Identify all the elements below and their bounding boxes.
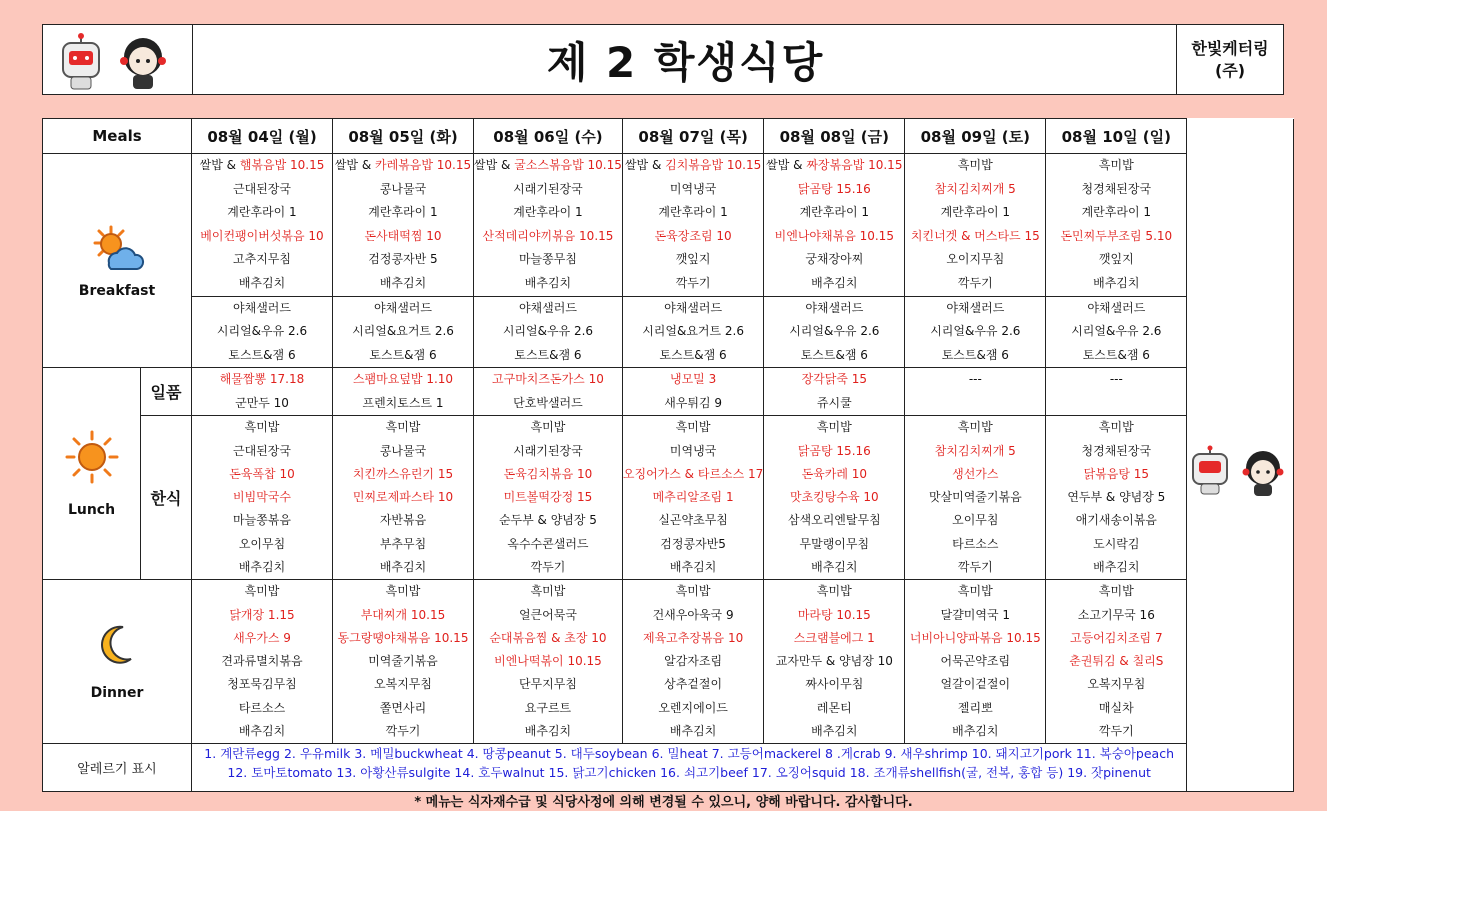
- menu-item: 시래기된장국: [513, 181, 583, 196]
- breakfast-main-items: [905, 154, 1045, 296]
- menu-items: [1046, 416, 1186, 579]
- menu-items: [764, 368, 904, 415]
- menu-item: 어묵곤약조림: [940, 654, 1011, 669]
- menu-item: 흑미밥: [530, 584, 566, 599]
- menu-item: 단무지무침: [518, 677, 577, 692]
- menu-items: [333, 580, 473, 743]
- menu-item: 돈육카레 10: [801, 466, 868, 481]
- menu-item: 레몬티: [816, 700, 852, 715]
- menu-cell: [622, 368, 763, 416]
- menu-item: 흑미밥: [1098, 158, 1134, 172]
- menu-cell: [192, 368, 333, 416]
- day-header: 08월 09일 (토): [905, 119, 1046, 154]
- menu-item: 야채샐러드: [946, 300, 1005, 315]
- caterer-line2: (주): [1214, 60, 1246, 80]
- menu-item: 교자만두 & 양념장 10: [775, 654, 893, 669]
- menu-item: 흑미밥: [816, 584, 852, 599]
- notice-text: * 메뉴는 식자재수급 및 식당사정에 의해 변경될 수 있으니, 양해 바랍니다. 감사합니다.: [414, 795, 913, 810]
- menu-item: 미역줄기볶음: [368, 654, 438, 669]
- menu-cell: [474, 416, 623, 580]
- menu-item: 치킨까스유린기 15: [352, 466, 454, 481]
- menu-item: 도시락김: [1093, 536, 1140, 551]
- menu-item: 배추김치: [669, 560, 717, 575]
- menu-item: 깍두기: [957, 560, 993, 575]
- menu-item: 타르소스: [952, 536, 999, 551]
- menu-item: 비엔나야채볶음 10.15: [774, 228, 894, 243]
- menu-item: 배추김치: [379, 275, 427, 290]
- menu-cell: [905, 154, 1046, 368]
- menu-item: 자반볶음: [379, 513, 427, 528]
- menu-item: 계란후라이 1: [940, 205, 1011, 220]
- lunch-korean-label: 한식: [141, 416, 192, 580]
- day-header: 08월 06일 (수): [474, 119, 623, 154]
- breakfast-label: Breakfast: [78, 282, 156, 299]
- menu-item: 토스트&잼 6: [1082, 347, 1150, 362]
- header-blank: [1187, 119, 1294, 154]
- menu-item: 토스트&잼 6: [228, 347, 296, 362]
- menu-item: 돈육김치볶음 10: [503, 466, 593, 481]
- menu-item: 견과류멸치볶음: [221, 654, 303, 669]
- menu-item: 토스트&잼 6: [514, 347, 582, 362]
- breakfast-main-items: [474, 154, 622, 296]
- menu-item: 부대찌개 10.15: [360, 607, 446, 622]
- menu-cell: [764, 154, 905, 368]
- menu-item: 소고기무국 16: [1077, 607, 1155, 622]
- lunch-korean-row: [43, 416, 1294, 580]
- menu-item: 닭곰탕 15.16: [797, 443, 871, 458]
- allergy-info: [192, 744, 1187, 792]
- menu-items: [905, 416, 1045, 579]
- menu-item: 토스트&잼 6: [941, 347, 1009, 362]
- menu-item: 궁채장아찌: [805, 252, 864, 267]
- menu-item: 깍두기: [675, 275, 711, 290]
- page-title: 제 2 학생식당: [546, 37, 825, 87]
- menu-table: [42, 118, 1294, 792]
- caterer-name: [1176, 25, 1283, 94]
- menu-item: 시리얼&요거트 2.6: [642, 324, 745, 339]
- header-row: [43, 119, 1294, 154]
- menu-item: 비빔막국수: [233, 490, 291, 505]
- menu-item: 매실차: [1098, 700, 1134, 715]
- menu-item: 배추김치: [379, 560, 427, 575]
- menu-item: 시리얼&요거트 2.6: [352, 324, 454, 339]
- menu-item: 오이지무침: [946, 252, 1005, 267]
- side-blank-cell: [1187, 154, 1294, 368]
- menu-item: ---: [968, 372, 982, 387]
- allergy-line-2: 12. 토마토tomato 13. 아황산류sulgite 14. 호두walnut 15. 닭고기chicken 16. 쇠고기beef 17. 오징어squid 18. 조개류shellfish(굴, 전복, 홍합 등) 19. 잣pinenut: [227, 765, 1151, 781]
- menu-items: [333, 368, 473, 415]
- menu-item: 실곤약초무침: [658, 513, 728, 528]
- menu-item: 야채샐러드: [374, 300, 432, 315]
- menu-items: [474, 580, 622, 743]
- menu-item: 맛살미역줄기볶음: [928, 490, 1022, 505]
- menu-cell: [905, 416, 1046, 580]
- menu-item: 미역냉국: [669, 181, 717, 196]
- menu-cell: [474, 580, 623, 744]
- menu-item: 오복지무침: [374, 677, 432, 692]
- menu-items: [192, 580, 332, 743]
- menu-item: 토스트&잼 6: [800, 347, 868, 362]
- menu-item-highlight: 카레볶음밥 10.15: [375, 158, 472, 172]
- menu-item: 맛초킹탕수육 10: [789, 490, 879, 505]
- menu-item: 닭개장 1.15: [229, 607, 295, 622]
- menu-cell: [333, 154, 474, 368]
- menu-item: 흑미밥: [816, 420, 852, 435]
- menu-cell: [764, 580, 905, 744]
- mascot-logo: [43, 25, 193, 94]
- menu-item: 흑미밥: [675, 584, 711, 599]
- menu-item: [623, 154, 763, 178]
- menu-item: 흑미밥: [675, 420, 711, 435]
- menu-item: 건새우아욱국 9: [652, 607, 734, 622]
- menu-item: 깍두기: [957, 275, 993, 290]
- menu-items: [623, 368, 763, 415]
- allergy-row: [43, 744, 1294, 792]
- menu-item: 쫄면사리: [379, 700, 427, 715]
- menu-item: 오징어가스 & 타르소스 17: [622, 466, 764, 481]
- menu-item: 계란후라이 1: [658, 205, 728, 220]
- breakfast-main-items: [1046, 154, 1186, 296]
- menu-item-highlight: 햄볶음밥 10.15: [239, 158, 325, 172]
- menu-item: 춘권튀김 & 칠리S: [1069, 654, 1164, 669]
- menu-item: 얼갈이겉절이: [940, 677, 1011, 692]
- menu-item: 알감자조림: [664, 654, 723, 669]
- menu-item: 흑미밥: [957, 584, 993, 599]
- menu-cell: [905, 580, 1046, 744]
- menu-item: 흑미밥: [1098, 584, 1134, 599]
- menu-item: 깻잎지: [675, 252, 711, 267]
- menu-item-part: 쌀밥 &: [334, 158, 376, 172]
- breakfast-western-items: [474, 296, 622, 368]
- menu-item: 깍두기: [530, 560, 566, 575]
- menu-item: 젤리뽀: [957, 700, 993, 715]
- lunch-special-label: 일품: [141, 368, 192, 416]
- menu-item: 미역냉국: [669, 443, 717, 458]
- menu-item: 고추지무침: [233, 252, 291, 267]
- menu-item: 돈육폭찹 10: [229, 466, 295, 481]
- menu-item: 고구마치즈돈가스 10: [492, 372, 604, 387]
- menu-item: 새우가스 9: [233, 630, 291, 645]
- menu-item: 시리얼&우유 2.6: [216, 324, 308, 339]
- menu-item: 배추김치: [524, 724, 572, 739]
- menu-item: 고등어김치조림 7: [1070, 630, 1163, 645]
- menu-item: 청경채된장국: [1081, 181, 1152, 196]
- menu-item: 마늘쫑무침: [518, 252, 577, 267]
- side-blank-cell: [1187, 580, 1294, 744]
- breakfast-western-items: [623, 296, 763, 368]
- menu-cell: [764, 368, 905, 416]
- menu-item: 배추김치: [669, 724, 717, 739]
- menu-item: 비엔나떡볶이 10.15: [494, 654, 602, 669]
- menu-cell: [622, 580, 763, 744]
- menu-item: 검정콩자반 5: [368, 252, 438, 267]
- menu-item: 배추김치: [238, 560, 286, 575]
- menu-item: 달걀미역국 1: [940, 607, 1011, 622]
- menu-items: [905, 368, 1045, 415]
- menu-item: 배추김치: [238, 275, 286, 290]
- menu-item: 야채샐러드: [664, 300, 723, 315]
- menu-items: [764, 580, 904, 743]
- day-header: 08월 04일 (월): [192, 119, 333, 154]
- menu-item: 계란후라이 1: [368, 205, 438, 220]
- menu-item: 토스트&잼 6: [659, 347, 727, 362]
- menu-item: 민찌로제파스타 10: [352, 490, 454, 505]
- menu-item: 근대된장국: [233, 443, 291, 458]
- menu-item-part: 쌀밥 &: [624, 158, 666, 172]
- menu-item: 냉모밀 3: [669, 372, 717, 387]
- menu-item-part: 쌀밥 &: [766, 158, 807, 172]
- menu-item: 스팸마요덮밥 1.10: [352, 372, 454, 387]
- breakfast-western-items: [192, 296, 332, 368]
- breakfast-main-items: [192, 154, 332, 296]
- menu-cell: [474, 154, 623, 368]
- menu-item: 돈육장조림 10: [654, 228, 732, 243]
- menu-item: ---: [1109, 372, 1123, 387]
- menu-item: 시리얼&우유 2.6: [502, 324, 594, 339]
- breakfast-western-items: [1046, 296, 1186, 368]
- menu-cell: [764, 416, 905, 580]
- menu-item: 요구르트: [524, 700, 572, 715]
- menu-item: 해물짬뽕 17.18: [219, 372, 305, 387]
- menu-item: 흑미밥: [385, 420, 421, 435]
- lunch-special-row: [43, 368, 1294, 416]
- menu-items: [192, 416, 332, 579]
- menu-item: 닭곰탕 15.16: [797, 181, 871, 196]
- menu-items: [192, 368, 332, 415]
- meals-header: Meals: [43, 119, 192, 154]
- header: [42, 24, 1284, 95]
- menu-cell: [333, 416, 474, 580]
- menu-item: 배추김치: [811, 724, 858, 739]
- day-header: 08월 07일 (목): [622, 119, 763, 154]
- menu-item: 배추김치: [1093, 560, 1140, 575]
- menu-item: 배추김치: [952, 724, 999, 739]
- menu-item-highlight: 짜장볶음밥 10.15: [806, 158, 903, 172]
- menu-item: 청경채된장국: [1081, 443, 1152, 458]
- menu-item: 오복지무침: [1087, 677, 1146, 692]
- menu-item: 프렌치토스트 1: [362, 395, 444, 410]
- side-mascot-cell: [1187, 368, 1294, 580]
- menu-cell: [1046, 416, 1187, 580]
- menu-item: 미트볼떡강정 15: [503, 490, 593, 505]
- menu-item: [333, 154, 473, 178]
- menu-items: [905, 580, 1045, 743]
- menu-cell: [333, 580, 474, 744]
- menu-item: 부추무침: [379, 536, 427, 551]
- menu-item: 마라탕 10.15: [797, 607, 871, 622]
- menu-item: 야채샐러드: [518, 300, 577, 315]
- menu-item: 타르소스: [238, 700, 286, 715]
- menu-item: 치킨너겟 & 머스타드 15: [910, 228, 1040, 243]
- menu-item: 짜사이무침: [805, 677, 864, 692]
- menu-item: 계란후라이 1: [1081, 205, 1152, 220]
- menu-item: 상추겉절이: [664, 677, 723, 692]
- menu-cell: [192, 580, 333, 744]
- menu-item: 애기새송이볶음: [1075, 513, 1157, 528]
- menu-item: 계란후라이 1: [513, 205, 583, 220]
- day-header: 08월 08일 (금): [764, 119, 905, 154]
- menu-item: 콩나물국: [379, 443, 427, 458]
- menu-item-highlight: 굴소스볶음밥 10.15: [514, 158, 622, 172]
- menu-item: 제육고추장볶음 10: [642, 630, 744, 645]
- breakfast-main-items: [623, 154, 763, 296]
- sun-icon: [65, 430, 119, 484]
- menu-items: [623, 580, 763, 743]
- menu-item: 배추김치: [238, 724, 286, 739]
- menu-item: 콩나물국: [379, 181, 427, 196]
- menu-item: 단호박샐러드: [513, 395, 583, 410]
- menu-item: 야채샐러드: [805, 300, 864, 315]
- menu-item: 배추김치: [811, 275, 858, 290]
- menu-item: 베이컨팽이버섯볶음 10: [200, 228, 324, 243]
- menu-items: [623, 416, 763, 579]
- dinner-label-cell: [43, 580, 192, 744]
- menu-item: 흑미밥: [244, 420, 280, 435]
- menu-item: 시리얼&우유 2.6: [1071, 324, 1162, 339]
- menu-item: [764, 154, 904, 178]
- breakfast-label-cell: [43, 154, 192, 368]
- lunch-label: Lunch: [67, 501, 116, 518]
- menu-item: 너비아니양파볶음 10.15: [909, 630, 1041, 645]
- menu-item: 동그랑땡야채볶음 10.15: [337, 630, 469, 645]
- breakfast-main-items: [764, 154, 904, 296]
- dinner-row: [43, 580, 1294, 744]
- menu-item: 삼색오리엔탈무침: [787, 513, 881, 528]
- menu-item: 흑미밥: [957, 158, 993, 172]
- sun-cloud-icon: [87, 223, 147, 279]
- menu-item: 배추김치: [811, 560, 858, 575]
- day-header: 08월 10일 (일): [1046, 119, 1187, 154]
- allergy-label: 알레르기 표시: [43, 744, 192, 792]
- menu-cell: [1046, 580, 1187, 744]
- menu-item: 흑미밥: [1098, 420, 1134, 435]
- menu-item: 흑미밥: [530, 420, 566, 435]
- menu-item: 오이무침: [952, 513, 999, 528]
- menu-item: 깍두기: [1098, 724, 1134, 739]
- menu-items: [474, 416, 622, 579]
- menu-item: [474, 154, 622, 178]
- menu-item: 오이무침: [238, 536, 286, 551]
- menu-item: 깍두기: [385, 724, 421, 739]
- menu-item-highlight: 김치볶음밥 10.15: [665, 158, 762, 172]
- dinner-label: Dinner: [90, 684, 144, 701]
- caterer-line1: 한빛케터링: [1191, 38, 1269, 58]
- menu-item: 메추리알조림 1: [652, 490, 734, 505]
- menu-item-part: 쌀밥 &: [474, 158, 515, 172]
- menu-cell: [1046, 368, 1187, 416]
- menu-item: 돈사태떡찜 10: [364, 228, 442, 243]
- menu-cell: [192, 416, 333, 580]
- menu-item: 참치김치찌개 5: [934, 443, 1016, 458]
- menu-items: [764, 416, 904, 579]
- menu-item: 쥬시쿨: [816, 395, 852, 410]
- menu-item: 야채샐러드: [233, 300, 291, 315]
- menu-cell: [333, 368, 474, 416]
- menu-cell: [622, 154, 763, 368]
- menu-cell: [622, 416, 763, 580]
- breakfast-main-items: [333, 154, 473, 296]
- menu-item: 순대볶음찜 & 초장 10: [489, 630, 607, 645]
- menu-cell: [905, 368, 1046, 416]
- menu-items: [1046, 580, 1186, 743]
- menu-item: 시리얼&우유 2.6: [930, 324, 1021, 339]
- day-header: 08월 05일 (화): [333, 119, 474, 154]
- menu-item: 순두부 & 양념장 5: [498, 513, 597, 528]
- menu-item: 야채샐러드: [1087, 300, 1146, 315]
- menu-item: 흑미밥: [244, 584, 280, 599]
- robot-mascot-icon: [1187, 442, 1293, 502]
- menu-item: 스크램블에그 1: [793, 630, 875, 645]
- menu-cell: [1046, 154, 1187, 368]
- menu-item: 시리얼&우유 2.6: [789, 324, 880, 339]
- menu-item: 군만두 10: [235, 395, 289, 410]
- menu-item: 검정콩자반5: [660, 536, 726, 551]
- menu-item: 산적데리야끼볶음 10.15: [482, 228, 614, 243]
- menu-item: 새우튀김 9: [664, 395, 723, 410]
- menu-item: 닭볶음탕 15: [1083, 466, 1150, 481]
- menu-item: 계란후라이 1: [227, 205, 297, 220]
- menu-item: 흑미밥: [385, 584, 421, 599]
- menu-item: 생선가스: [952, 466, 999, 481]
- allergy-blank: [1187, 744, 1294, 792]
- menu-item: 돈민찌두부조림 5.10: [1060, 228, 1173, 243]
- menu-item: 옥수수콘샐러드: [507, 536, 589, 551]
- menu-item: 깻잎지: [1098, 252, 1134, 267]
- menu-item-part: 쌀밥 &: [199, 158, 240, 172]
- menu-item: 얼큰어묵국: [518, 607, 577, 622]
- robot-mascot-icon: [43, 25, 192, 94]
- menu-item: 토스트&잼 6: [369, 347, 437, 362]
- menu-cell: [474, 368, 623, 416]
- menu-item: 참치김치찌개 5: [934, 181, 1016, 196]
- menu-item: 오렌지에이드: [658, 700, 728, 715]
- moon-icon: [97, 623, 137, 667]
- menu-item: 계란후라이 1: [799, 205, 870, 220]
- menu-item: 배추김치: [524, 275, 572, 290]
- breakfast-row: [43, 154, 1294, 368]
- breakfast-western-items: [764, 296, 904, 368]
- menu-item: 근대된장국: [233, 181, 291, 196]
- breakfast-western-items: [905, 296, 1045, 368]
- menu-item: 청포묵김무침: [227, 677, 297, 692]
- menu-items: [333, 416, 473, 579]
- menu-items: [1046, 368, 1186, 415]
- lunch-label-cell: [43, 368, 141, 580]
- menu-item: 흑미밥: [957, 420, 993, 435]
- menu-items: [474, 368, 622, 415]
- menu-item: [192, 154, 332, 178]
- menu-item: 시래기된장국: [513, 443, 583, 458]
- menu-item: 장각닭죽 15: [801, 372, 868, 387]
- breakfast-western-items: [333, 296, 473, 368]
- menu-item: 마늘쫑볶음: [233, 513, 291, 528]
- allergy-line-1: 1. 계란류egg 2. 우유milk 3. 메밀buckwheat 4. 땅콩peanut 5. 대두soybean 6. 밀heat 7. 고등어mackerel 8 .게crab 9. 새우shrimp 10. 돼지고기pork 11. 복숭아peach: [204, 746, 1174, 762]
- menu-cell: [192, 154, 333, 368]
- menu-item: 배추김치: [1093, 275, 1140, 290]
- menu-item: 무말랭이무침: [799, 536, 870, 551]
- menu-item: 연두부 & 양념장 5: [1067, 490, 1166, 505]
